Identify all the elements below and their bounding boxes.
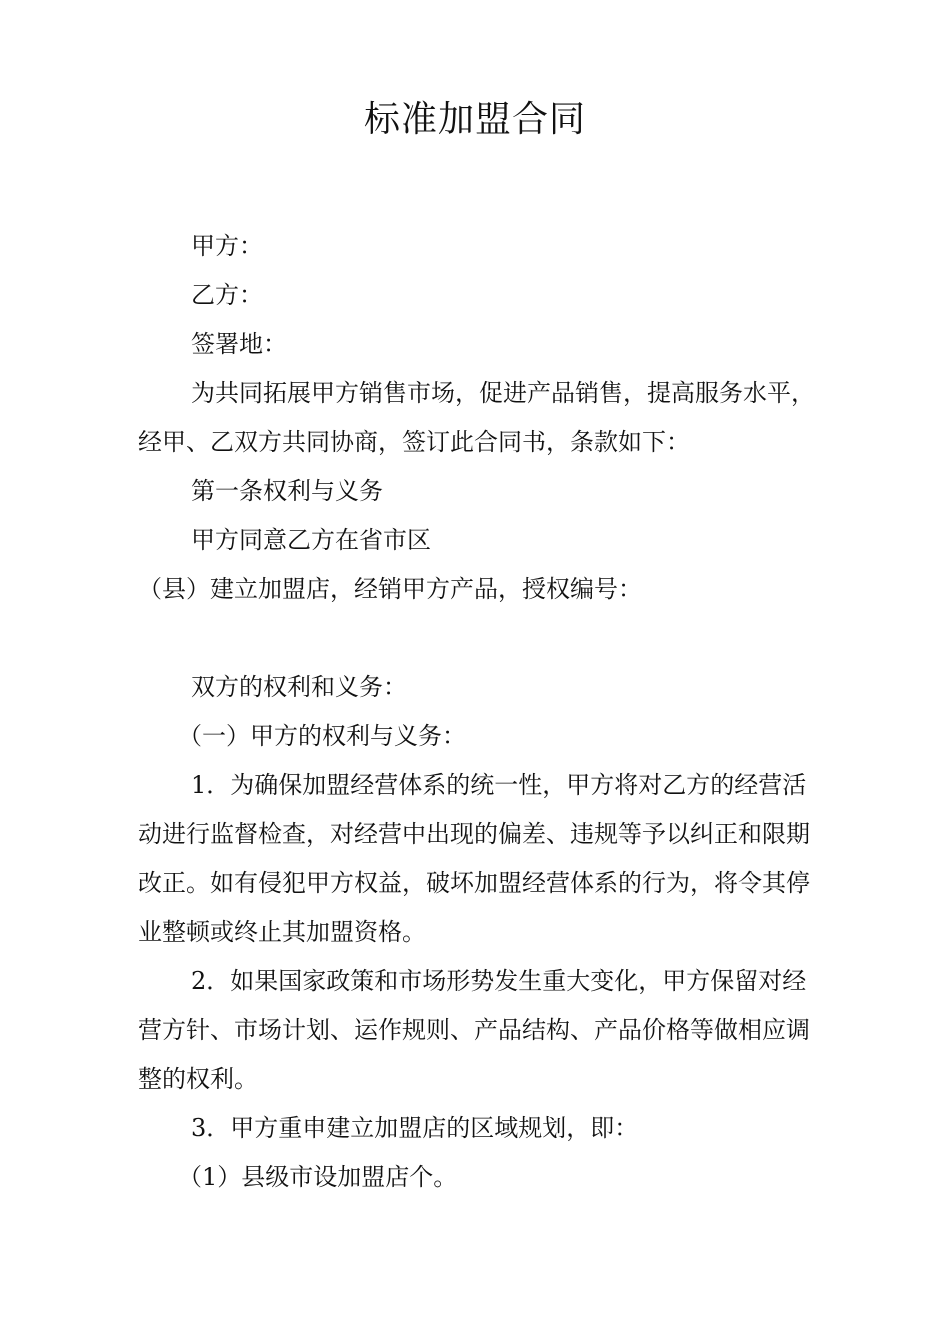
- article-1-heading: 第一条权利与义务: [191, 477, 383, 505]
- item-1-paragraph: 1．为确保加盟经营体系的统一性，甲方将对乙方的经营活动进行监督检查，对经营中出现的偏差、违规等予以纠正和限期改正。如有侵犯甲方权益，破坏加盟经营体系的行为，将令其停业整顿或终止其加盟资格。: [138, 771, 810, 946]
- blank-line: [138, 614, 828, 663]
- party-a-line: 甲方：: [191, 232, 263, 260]
- preamble-paragraph: 为共同拓展甲方销售市场，促进产品销售，提高服务水平，经甲、乙双方共同协商，签订此合同书，条款如下：: [138, 379, 815, 456]
- section-a-heading: （一）甲方的权利与义务：: [178, 722, 466, 750]
- sign-place-line: 签署地：: [191, 330, 287, 358]
- rights-heading: 双方的权利和义务：: [191, 673, 407, 701]
- article-1-line-1: 甲方同意乙方在省市区: [191, 526, 431, 554]
- item-3-paragraph: 3．甲方重申建立加盟店的区域规划，即：: [191, 1114, 639, 1142]
- document-body: [138, 222, 828, 1202]
- item-2-paragraph: 2．如果国家政策和市场形势发生重大变化，甲方保留对经营方针、市场计划、运作规则、产品结构、产品价格等做相应调整的权利。: [138, 967, 810, 1093]
- document-title: 标准加盟合同: [363, 99, 586, 140]
- party-b-line: 乙方：: [191, 281, 263, 309]
- item-3-sub-1: （1）县级市设加盟店个。: [178, 1163, 458, 1191]
- article-1-line-2: （县）建立加盟店，经销甲方产品，授权编号：: [138, 575, 642, 603]
